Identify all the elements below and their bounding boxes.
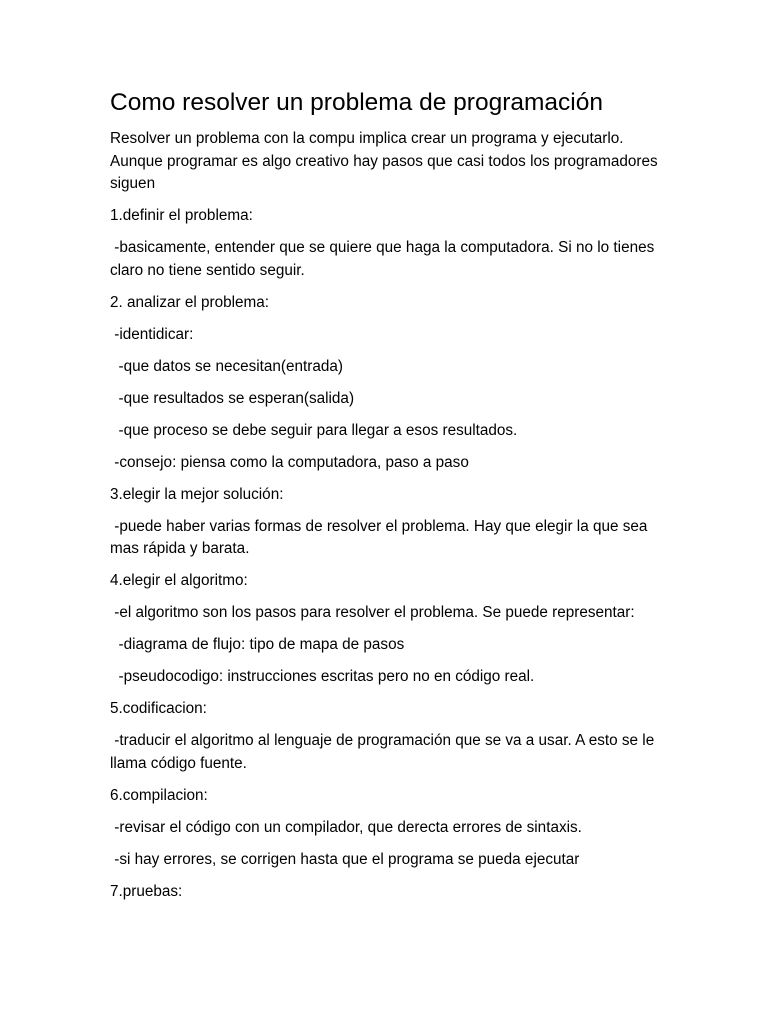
step-1-heading: 1.definir el problema: [110, 207, 253, 224]
step-2-output-item: -que resultados se esperan(salida) [110, 389, 355, 407]
step-2-heading: 2. analizar el problema: [110, 293, 270, 311]
step-6-detail: -revisar el código con un compilador, que derecta errores de sintaxis. [110, 818, 582, 836]
step-6-heading: 6.compilacion: [110, 786, 208, 804]
step-1-detail: -basicamente, entender que se quiere que haga la computadora. Si no lo tienes claro no tiene sentido seguir. [110, 239, 659, 279]
step-4-flowchart-item: -diagrama de flujo: tipo de mapa de pasos [110, 636, 405, 653]
step-2-process-item: -que proceso se debe seguir para llegar a esos resultados. [110, 421, 518, 439]
step-3-detail: -puede haber varias formas de resolver el problema. Hay que elegir la que sea mas rápida y barata. [110, 517, 652, 557]
step-5-heading: 5.codificacion: [110, 700, 207, 717]
step-5-detail: -traducir el algoritmo al lenguaje de programación que se va a usar. A esto se le llama código fuente. [110, 732, 659, 772]
step-2-input-item: -que datos se necesitan(entrada) [110, 357, 343, 375]
document-title: Como resolver un problema de programación [110, 89, 603, 116]
step-4-detail: -el algoritmo son los pasos para resolver el problema. Se puede representar: [110, 604, 635, 621]
step-4-heading: 4.elegir el algoritmo: [110, 572, 248, 589]
step-6-errors-item: -si hay errores, se corrigen hasta que el programa se pueda ejecutar [110, 850, 580, 868]
intro-paragraph: Resolver un problema con la compu implica crear un programa y ejecutarlo. Aunque programar es algo creativo hay pasos que casi todos los programadores siguen [110, 130, 662, 192]
step-2-tip: -consejo: piensa como la computadora, paso a paso [110, 453, 469, 471]
step-7-heading: 7.pruebas: [110, 882, 183, 900]
step-3-heading: 3.elegir la mejor solución: [110, 485, 284, 503]
step-2-identify: -identidicar: [110, 325, 194, 343]
document-body [110, 86, 666, 913]
step-4-pseudocode-item: -pseudocodigo: instrucciones escritas pero no en código real. [110, 668, 535, 685]
